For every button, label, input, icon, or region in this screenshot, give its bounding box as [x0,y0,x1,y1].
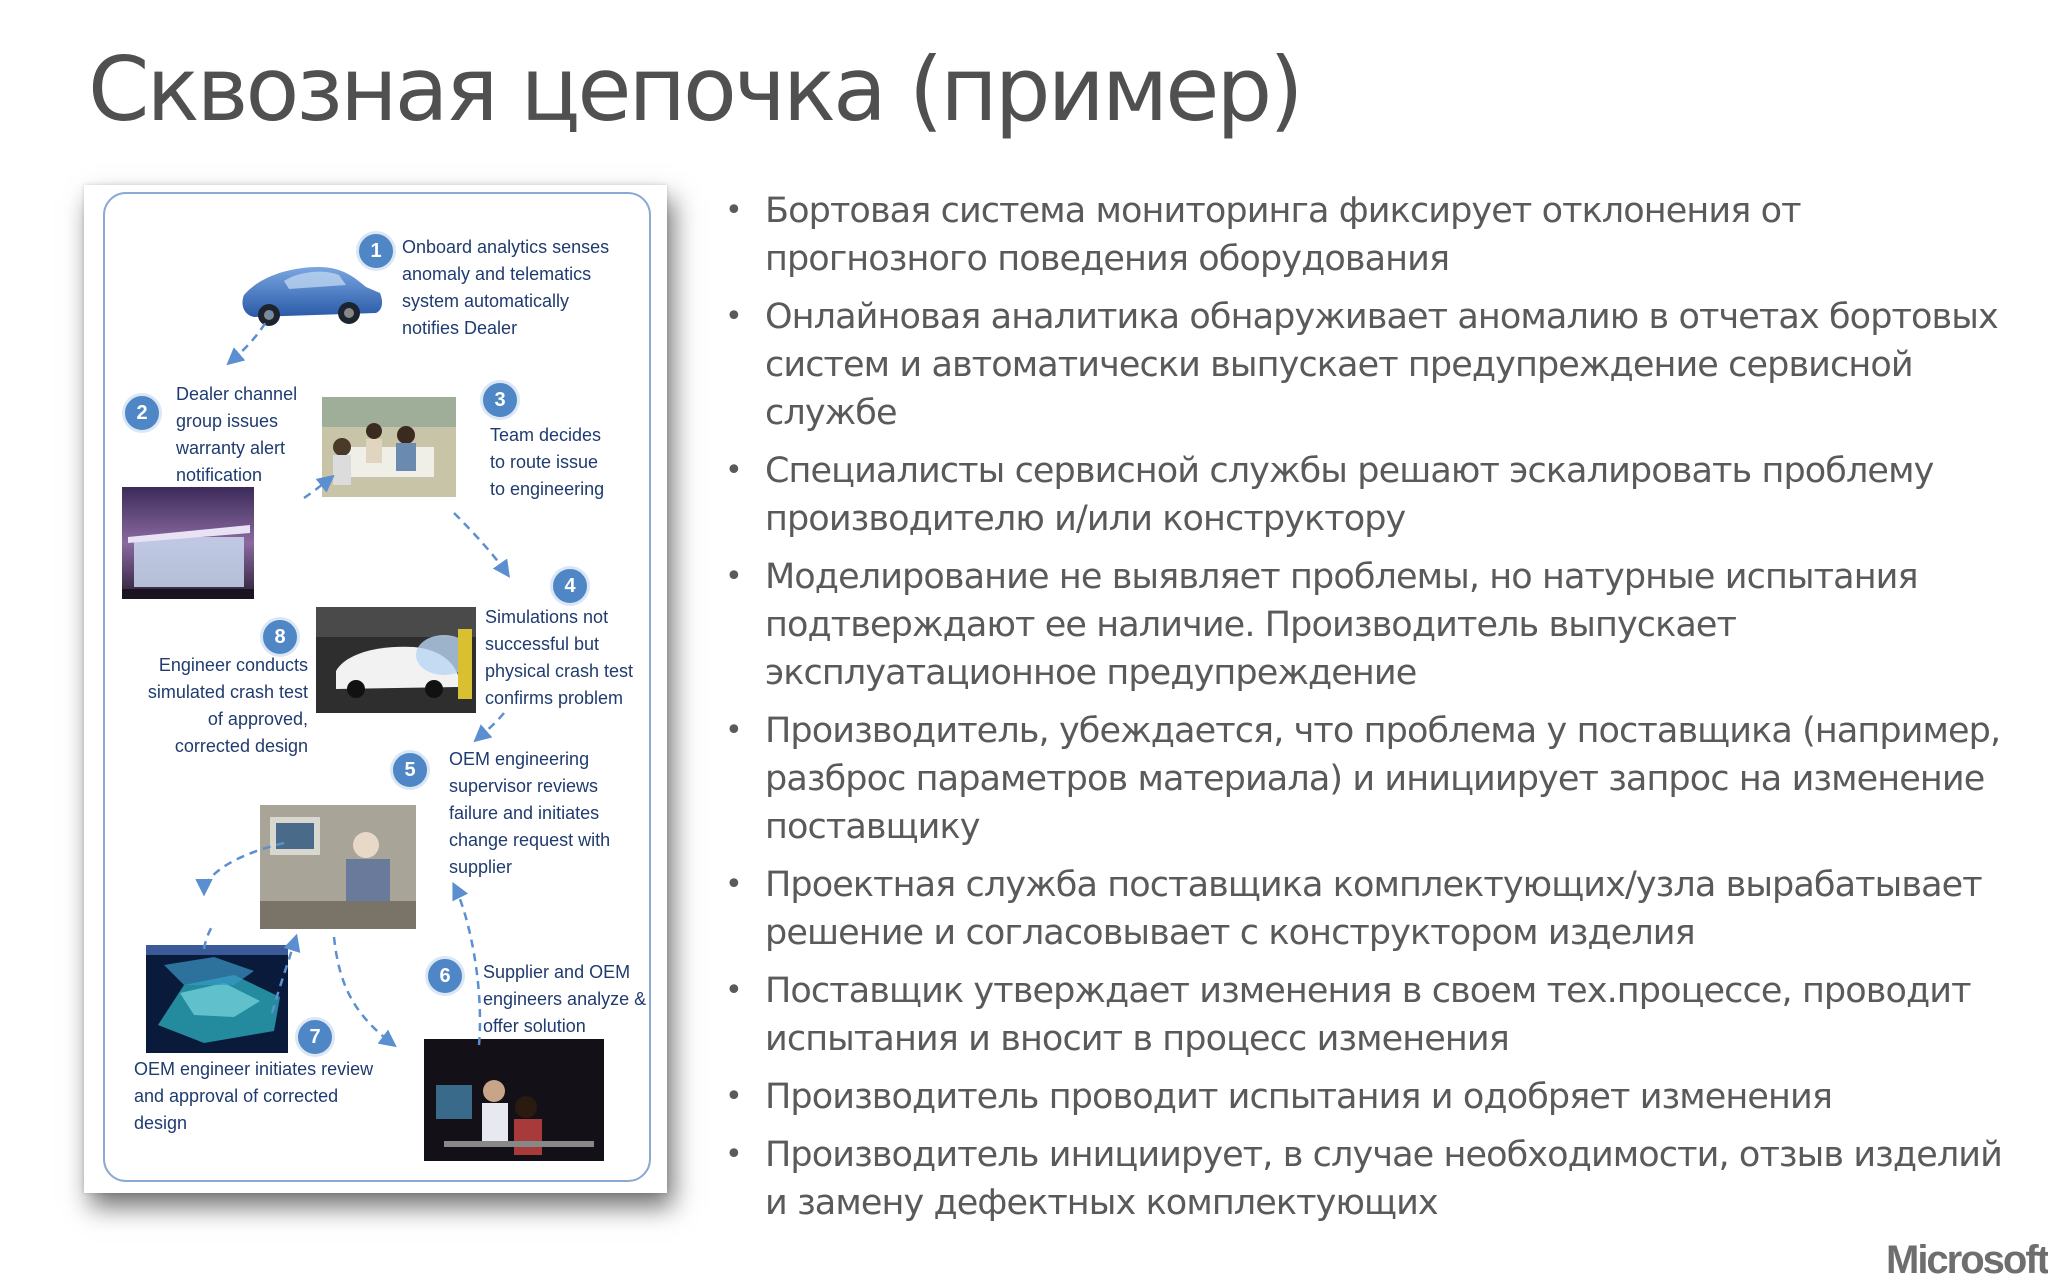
bullet-item [720,1073,2010,1121]
bullet-marker: • [725,193,742,228]
bullet-item [720,553,2010,697]
step-label-8: Engineer conducts simulated crash test of approved, corrected design [147,655,308,756]
step-badge-7: 7 [295,1017,335,1057]
crash-test-photo [316,607,476,713]
step-badge-8: 8 [260,617,300,657]
step-label-1: Onboard analytics senses anomaly and telematics system automatically notifies Dealer [402,237,610,338]
step-label-7: OEM engineer initiates review and approval of corrected design [134,1059,374,1133]
step-label-2: Dealer channel group issues warranty alert notification [176,384,298,485]
step-badge-3: 3 [480,380,520,420]
step-label-6: Supplier and OEM engineers analyze & offer solution [483,962,647,1036]
step-label-5: OEM engineering supervisor reviews failure and initiates change request with supplier [449,749,611,877]
bullet-item [720,293,2010,437]
step-badge-5: 5 [390,750,430,790]
cad-model-image [146,945,288,1053]
bullet-list [720,187,2010,1237]
meeting-photo [322,397,456,497]
bullet-marker: • [725,713,742,748]
bullet-text: Производитель, убеждается, что проблема у поставщика (например, разброс параметров материала) и инициирует запрос на изменение поставщику [765,711,2001,847]
step-badge-4: 4 [550,566,590,606]
step-label-4: Simulations not successful but physical crash test confirms problem [485,607,634,708]
bullet-item [720,707,2010,851]
bullet-item [720,967,2010,1063]
bullet-text: Производитель проводит испытания и одобряет изменения [765,1077,1833,1117]
supervisor-photo [260,805,416,929]
bullet-item [720,861,2010,957]
car-image [242,267,382,326]
bullet-text: Специалисты сервисной службы решают эскалировать проблему производителю и/или конструктору [765,451,1934,539]
process-figure [84,185,667,1193]
bullet-text: Моделирование не выявляет проблемы, но натурные испытания подтверждают ее наличие. Производитель выпускает эксплуатационное предупреждение [765,557,1918,693]
dealer-photo [122,487,254,599]
bullet-item [720,1131,2010,1227]
bullet-text: Бортовая система мониторинга фиксирует отклонения от прогнозного поведения оборудования [765,191,1801,279]
bullet-text: Производитель инициирует, в случае необходимости, отзыв изделий и замену дефектных комплектующих [765,1135,2002,1223]
bullet-marker: • [725,559,742,594]
bullet-marker: • [725,867,742,902]
bullet-marker: • [725,453,742,488]
step-badge-1: 1 [356,231,396,271]
step-badge-6: 6 [425,956,465,996]
bullet-item [720,187,2010,283]
bullet-text: Поставщик утверждает изменения в своем тех.процессе, проводит испытания и вносит в процесс изменения [765,971,1971,1059]
bullet-marker: • [725,973,742,1008]
bullet-marker: • [725,1137,742,1172]
microsoft-logo: Microsoft [1886,1238,2048,1282]
bullet-marker: • [725,299,742,334]
engineers-lab-photo [424,1039,604,1161]
bullet-text: Проектная служба поставщика комплектующих/узла вырабатывает решение и согласовывает с конструктором изделия [765,865,1982,953]
bullet-item [720,447,2010,543]
step-badge-2: 2 [122,393,162,433]
bullet-text: Онлайновая аналитика обнаруживает аномалию в отчетах бортовых систем и автоматически выпускает предупреждение сервисной службе [765,297,1998,433]
bullet-marker: • [725,1079,742,1114]
slide-title: Сквозная цепочка (пример) [88,38,1301,141]
step-label-3: Team decides to route issue to engineering [490,425,605,499]
